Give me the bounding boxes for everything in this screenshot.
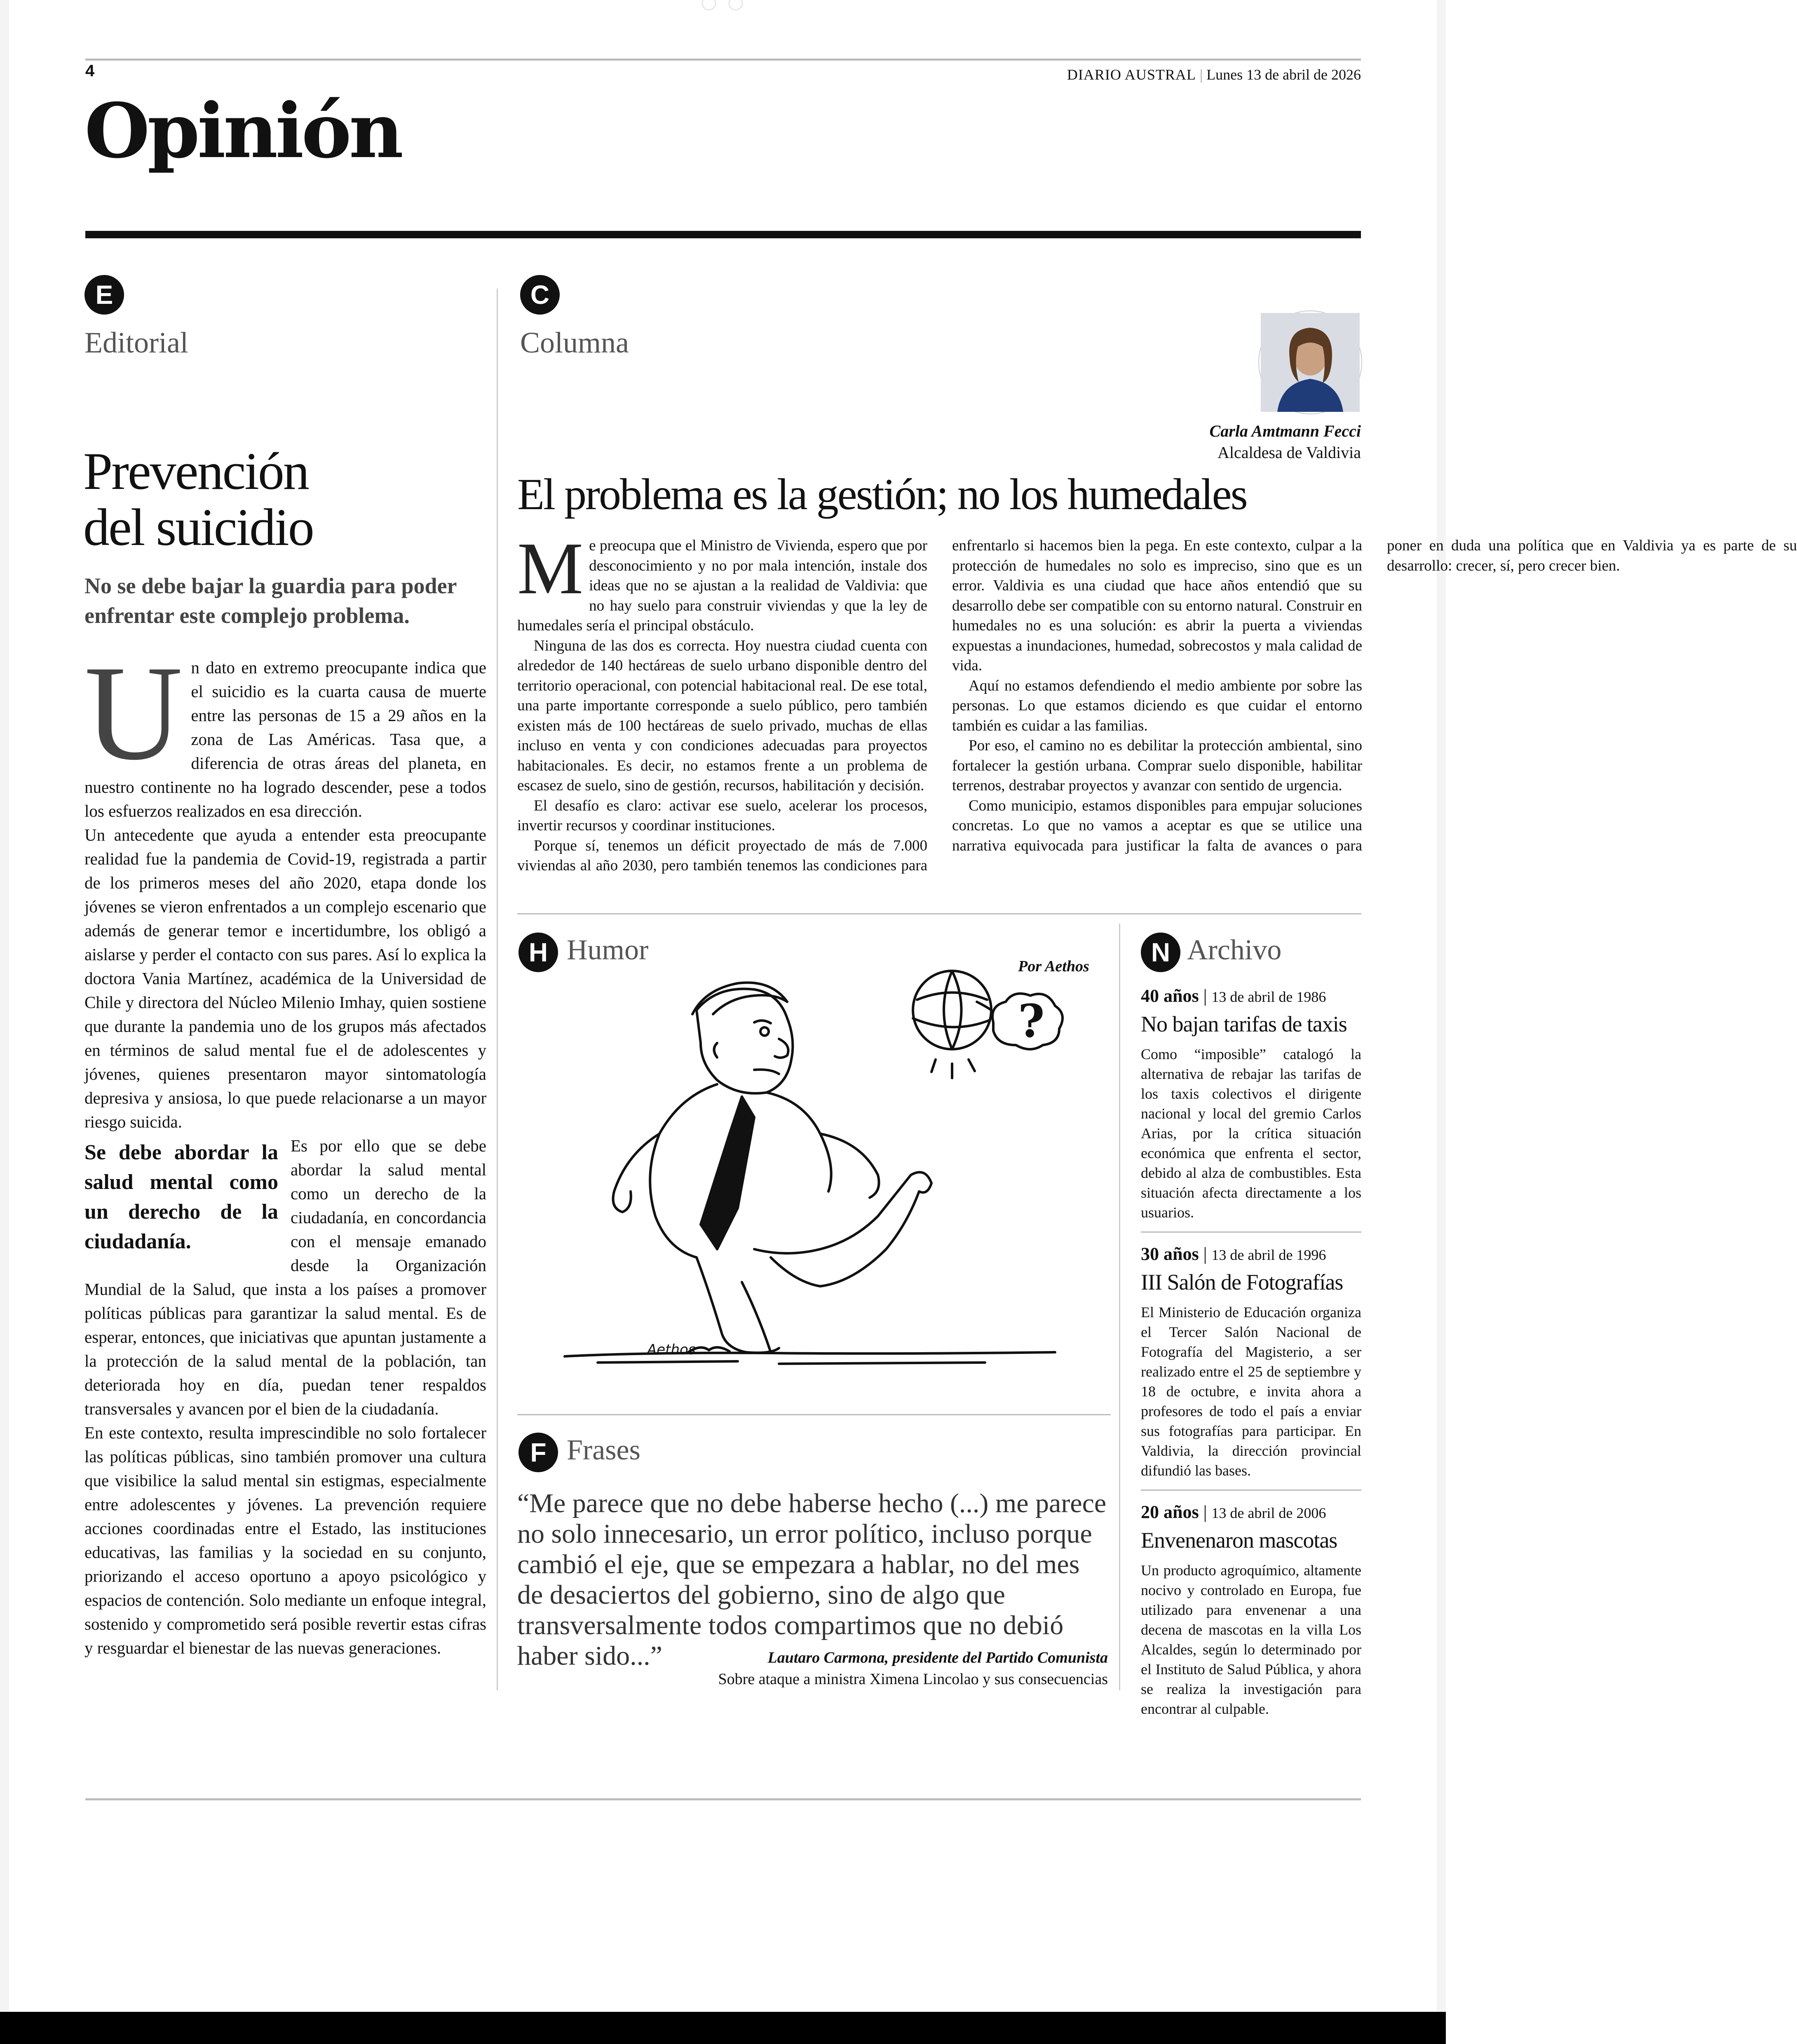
archivo-years: 30 años	[1141, 1244, 1199, 1264]
frases-attribution: Lautaro Carmona, presidente del Partido Comunista	[767, 1649, 1108, 1666]
editorial-headline	[83, 443, 313, 555]
archivo-kicker: Archivo	[1187, 934, 1282, 966]
cartoon-signature: Aethos	[647, 1342, 696, 1358]
author-name: Carla Amtmann Fecci	[1209, 422, 1361, 440]
frases-quote: “Me parece que no debe haberse hecho (...) me parece no solo innecesario, un error político, incluso porque cambió el eje, que se empezara a hablar, no del mes de desaciertos del gobierno, sino de algo que transversalmente todos compartimos que no debió haber sido...”	[517, 1488, 1107, 1671]
page-end-rule	[85, 1798, 1361, 1800]
editorial-headline-line1: Prevención	[83, 442, 308, 500]
archivo-item: 30 años | 13 de abril de 1996 III Salón de Fotografías El Ministerio de Educación organiza el Tercer Salón Nacional de Fotografía del Magisterio, a ser realizado entre el 25 de septiembre y 18 de octubre, e invita ahora a profesores de todo el país a enviar sus fotografías para participar. En Valdivia, la dirección provincial difundió las bases.	[1141, 1243, 1361, 1480]
column-divider-archive	[1119, 923, 1120, 1690]
author-role: Alcaldesa de Valdivia	[1217, 443, 1361, 462]
column-body	[517, 527, 1797, 895]
column-p3: El desafío es claro: activar ese suelo, acelerar los procesos, invertir recursos y coordinar instituciones.	[517, 797, 927, 834]
column-p6: Por eso, el camino no es debilitar la protección ambiental, sino fortalecer la gestión urbana. Comprar suelo disponible, habilitar terrenos, destrabar proyectos y avanzar con sentido de urgencia.	[952, 737, 1362, 794]
editorial-deck: No se debe bajar la guardia para poder enfrentar este complejo problema.	[84, 573, 457, 628]
editorial-p1: n dato en extremo preocupante indica que el suicidio es la cuarta causa de muerte entre las personas de 15 a 29 años en la zona de Las Américas. Tasa que, a diferencia de otras áreas del planeta, en nuestro continente no ha logrado descender, pese a todos los esfuerzos realizados en esa dirección.	[84, 658, 486, 820]
column-p5: Aquí no estamos defendiendo el medio ambiente por sobre las personas. Lo que estamos diciendo es que cuidar el entorno también es cuidar a las familias.	[952, 677, 1362, 734]
editorial-headline-line2: del suicidio	[83, 498, 313, 557]
column-p7: Como municipio, estamos disponibles para empujar soluciones concretas. Lo que no vamos a aceptar es que se utilice una narrativa equivocada para justificar la falta de avances o para poner en duda una política que en Valdivia ya es parte de su desarrollo: crecer, sí, pero crecer bien.	[952, 537, 1797, 854]
column-headline: El problema es la gestión; no los humedales	[517, 470, 1247, 519]
editorial-kicker: Editorial	[84, 326, 188, 359]
author-credit	[1210, 421, 1361, 463]
editorial-p2: Un antecedente que ayuda a entender esta preocupante realidad fue la pandemia de Covid-19, registrada a partir de los primeros meses del año 2020, etapa donde los jóvenes se vieron enfrentados a un complejo escenario que además de generar temor e incertidumbre, los obligó a aislarse y perder el contacto con sus pares. Así lo explica la doctora Vania Martínez, académica de la Universidad de Chile y directora del Núcleo Milenio Imhay, quien sostiene que durante la pandemia uno de los grupos más afectados en términos de salud mental fue el de adolescentes y jóvenes, quienes presentaron mayor sintomatología depresiva y ansiosa, lo que puede relacionarse a un mayor riesgo suicida.	[84, 825, 486, 1131]
right-margin	[1437, 0, 1446, 2012]
column-dropcap: M	[517, 527, 584, 609]
top-rule	[85, 59, 1361, 61]
author-avatar	[1259, 311, 1361, 413]
column-bottom-rule	[517, 913, 1361, 914]
archivo-date: 13 de abril de 1986	[1211, 989, 1326, 1005]
masthead-paper: DIARIO AUSTRAL	[1067, 66, 1196, 83]
archivo-title: Envenenaron mascotas	[1141, 1528, 1337, 1553]
archivo-date: 13 de abril de 1996	[1211, 1247, 1326, 1263]
column-divider	[497, 289, 498, 1690]
archivo-years: 40 años	[1141, 986, 1199, 1006]
viewer-bottom-bar	[0, 2012, 1446, 2044]
editorial-p3: Es por ello que se debe abordar la salud mental como un derecho de la ciudadanía, en concordancia con el mensaje emanado desde la Organización Mundial de la Salud, que insta a los países a promover políticas públicas para garantizar la salud mental. Es de esperar, entonces, que iniciativas que apuntan justamente a la protección de la salud mental de la población, tan deteriorada hoy en día, puedan tener respaldos transversales y avancen por el bien de la ciudadanía.	[84, 1136, 486, 1418]
section-title: Opinión	[84, 87, 401, 175]
archivo-title: III Salón de Fotografías	[1141, 1270, 1343, 1295]
humor-kicker: Humor	[567, 934, 649, 966]
frases-badge: F	[518, 1433, 558, 1472]
humor-bottom-rule	[517, 1414, 1111, 1415]
column-kicker: Columna	[520, 326, 629, 359]
column-p1: e preocupa que el Ministro de Vivienda, espero que por desconocimiento y no por mala intención, instale dos ideas que no se ajustan a la realidad de Valdivia: que no hay suelo para construir viviendas y que la ley de humedales sería el principal obstáculo.	[517, 537, 927, 634]
archivo-divider	[1141, 1231, 1361, 1233]
humor-credit: Por Aethos	[1018, 958, 1089, 975]
column-badge: C	[520, 275, 560, 315]
archivo-item: 40 años | 13 de abril de 1986 No bajan tarifas de taxis Como “imposible” catalogó la alternativa de rebajar las tarifas de los taxis colectivos el dirigente nacional y local del gremio Carlos Arias, por la crítica situación económica que enfrenta el sector, debido al alza de combustibles. Esta situación afecta directamente a los usuarios.	[1141, 985, 1361, 1222]
svg-text:?: ?	[1018, 994, 1045, 1048]
humor-cartoon	[523, 961, 1100, 1381]
editorial-p4: En este contexto, resulta imprescindible no solo fortalecer las políticas públicas, sino también promover una cultura que visibilice la salud mental sin estigmas, especialmente entre adolescentes y jóvenes. La prevención requiere acciones coordinadas entre el Estado, las instituciones educativas, las familias y la sociedad en su conjunto, priorizando el acceso oportuno a apoyo psicológico y espacios de contención. Solo mediante un enfoque integral, sostenido y comprometido será posible revertir estas cifras y resguardar el bienestar de las nuevas generaciones.	[84, 1423, 486, 1657]
page-number: 4	[85, 62, 95, 80]
humor-badge: H	[518, 933, 558, 972]
editorial-dropcap: U	[84, 638, 183, 788]
column-p2: Ninguna de las dos es correcta. Hoy nuestra ciudad cuenta con alrededor de 140 hectáreas de suelo urbano disponible dentro del territorio operacional, con potencial habitacional real. De ese total, una parte importante corresponde a suelo público, pero también existen más de 100 hectáreas de suelo privado, muchas de ellas incluso en venta y con condiciones adecuadas para proyectos habitacionales. Es decir, no estamos frente a un problema de escasez de suelo, sino de gestión, recursos, habilitación y decisión.	[517, 637, 927, 794]
archivo-text: Como “imposible” catalogó la alternativa de rebajar las tarifas de los taxis colectivos el dirigente nacional y local del gremio Carlos Arias, por la crítica situación económica que enfrenta el sector, debido al alza de combustibles. Esta situación afecta directamente a los usuarios.	[1141, 1046, 1361, 1221]
archivo-years: 20 años	[1141, 1502, 1199, 1522]
left-margin	[0, 0, 9, 2012]
archivo-list	[1141, 985, 1361, 1719]
editorial-badge: E	[84, 275, 124, 315]
archivo-title: No bajan tarifas de taxis	[1141, 1012, 1347, 1036]
page-nav-dots[interactable]	[699, 0, 748, 12]
frases-kicker: Frases	[567, 1434, 640, 1466]
column-p4: Porque sí, tenemos un déficit proyectado de más de 7.000 viviendas al año 2030, pero también tenemos las condiciones para enfrentarlo si hacemos bien la pega. En este contexto, culpar a la protección de humedales no solo es impreciso, sino que es un error. Valdivia es una ciudad que hace años entendió que su desarrollo debe ser compatible con su entorno natural. Construir en humedales no es una solución: es abrir la puerta a viviendas expuestas a inundaciones, humedad, sobrecostos y mala calidad de vida.	[517, 537, 1362, 874]
frases-attribution-block	[718, 1647, 1108, 1690]
archivo-text: Un producto agroquímico, altamente nocivo y controlado en Europa, fue utilizado para envenenar a una decena de mascotas en la villa Los Alcaldes, según lo determinado por el Instituto de Salud Pública, y ahora se realiza la investigación para encontrar al culpable.	[1141, 1562, 1361, 1717]
archivo-item: 20 años | 13 de abril de 2006 Envenenaron mascotas Un producto agroquímico, altamente nocivo y controlado en Europa, fue utilizado para envenenar a una decena de mascotas en la villa Los Alcaldes, según lo determinado por el Instituto de Salud Pública, y ahora se realiza la investigación para encontrar al culpable.	[1141, 1501, 1361, 1719]
archivo-divider	[1141, 1490, 1361, 1491]
masthead: DIARIO AUSTRAL | Lunes 13 de abril de 2026	[1067, 66, 1361, 83]
section-rule	[85, 231, 1361, 238]
archivo-badge: N	[1141, 933, 1180, 972]
archivo-date: 13 de abril de 2006	[1211, 1505, 1326, 1521]
editorial-pullquote: Se debe abordar la salud mental como un derecho de la ciudadanía.	[84, 1141, 278, 1253]
archivo-text: El Ministerio de Educación organiza el Tercer Salón Nacional de Fotografía del Magisterio, a ser realizado entre el 25 de septiembre y 18 de octubre, e invita ahora a profesores de todo el país a enviar sus fotografías para participar. En Valdivia, la dirección provincial difundió las bases.	[1141, 1304, 1361, 1479]
masthead-date: Lunes 13 de abril de 2026	[1206, 66, 1361, 83]
editorial-body	[84, 638, 486, 1690]
frases-context: Sobre ataque a ministra Ximena Lincolao y sus consecuencias	[718, 1670, 1108, 1688]
